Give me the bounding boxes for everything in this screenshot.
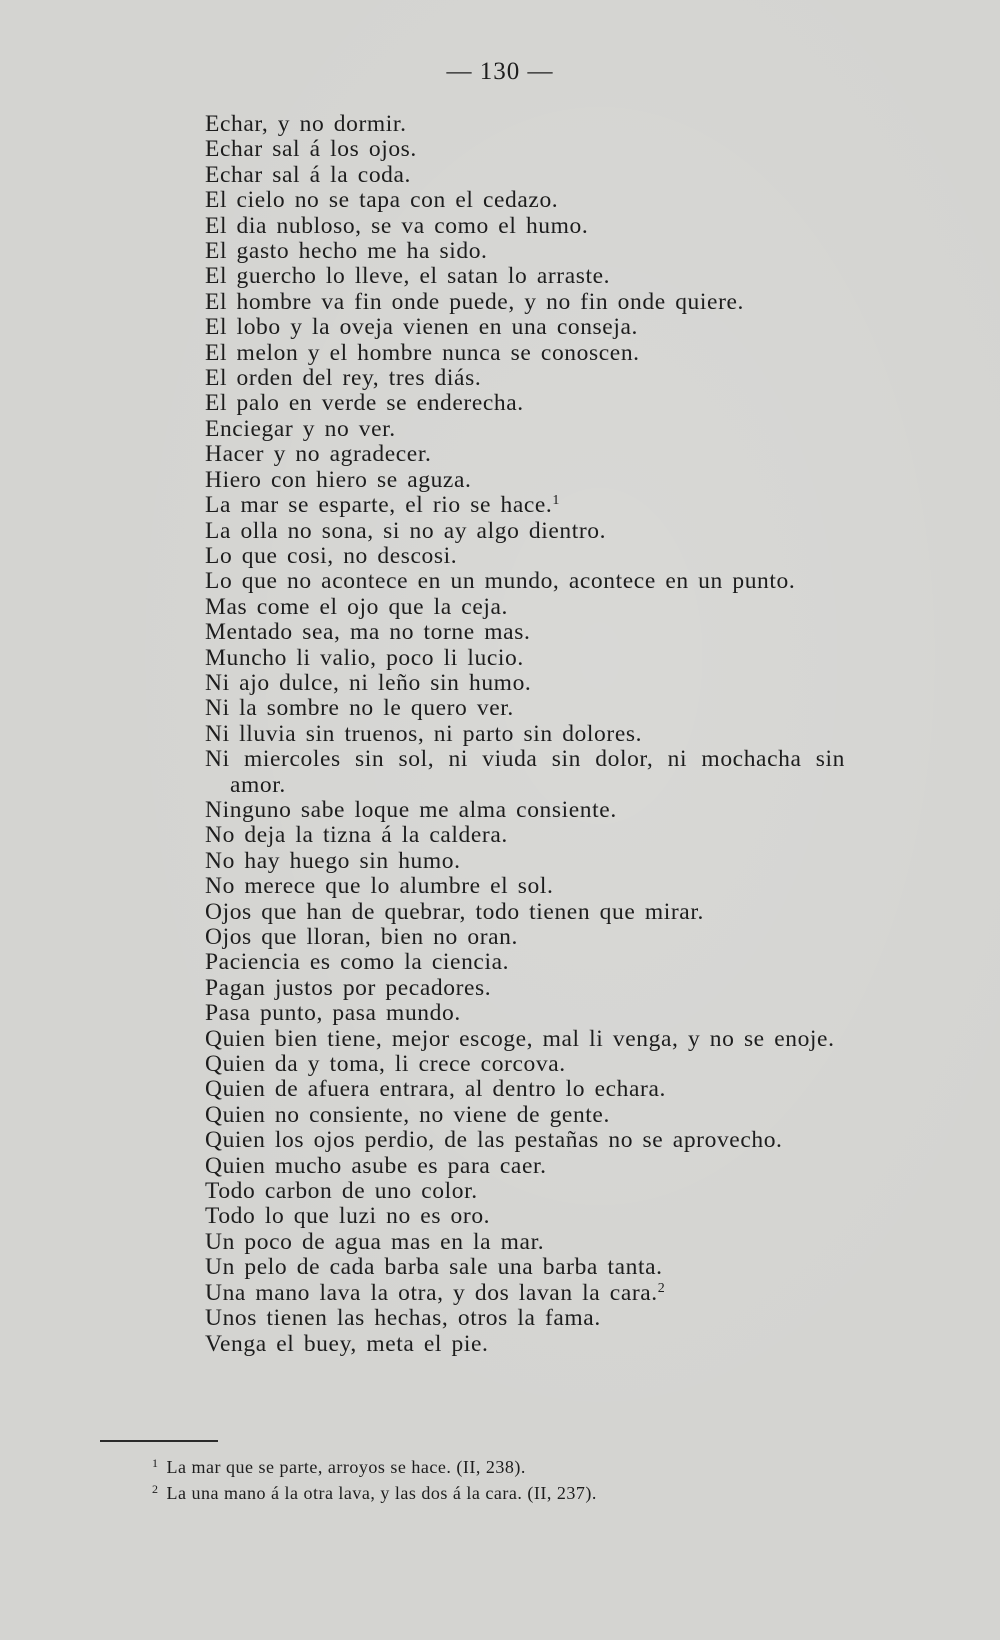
proverb-text: El gasto hecho me ha sido. bbox=[205, 238, 488, 265]
proverb-line bbox=[205, 468, 845, 493]
proverb-line bbox=[205, 366, 845, 391]
proverb-line bbox=[205, 1255, 845, 1280]
proverb-line bbox=[205, 849, 845, 874]
footnote-marker[interactable]: 2 bbox=[657, 1280, 666, 1296]
proverb-line bbox=[205, 188, 845, 213]
proverb-line bbox=[205, 1001, 845, 1026]
proverb-line bbox=[205, 747, 845, 798]
proverb-text: El hombre va fin onde puede, y no fin onde quiere. bbox=[205, 288, 744, 315]
page-number: — 130 — bbox=[446, 58, 554, 85]
proverb-text: El orden del rey, tres diás. bbox=[205, 365, 482, 392]
proverb-line bbox=[205, 874, 845, 899]
proverb-line bbox=[205, 1230, 845, 1255]
proverb-text: Quien da y toma, li crece corcova. bbox=[205, 1051, 566, 1078]
proverb-text: Ni lluvia sin truenos, ni parto sin dolores. bbox=[205, 720, 643, 747]
proverb-text: La mar se esparte, el rio se hace. bbox=[205, 492, 553, 519]
footnote-text: La una mano á la otra lava, y las dos á la cara. (II, 237). bbox=[166, 1483, 597, 1503]
proverb-text: Pasa punto, pasa mundo. bbox=[205, 1000, 461, 1027]
proverb-line bbox=[205, 163, 845, 188]
proverb-text: Ni ajo dulce, ni leño sin humo. bbox=[205, 669, 532, 696]
proverb-text: Hacer y no agradecer. bbox=[205, 441, 432, 468]
proverb-line bbox=[205, 1103, 845, 1128]
proverb-text: Un pelo de cada barba sale una barba tanta. bbox=[205, 1254, 663, 1281]
proverb-line bbox=[205, 925, 845, 950]
proverb-line bbox=[205, 976, 845, 1001]
proverb-line bbox=[205, 900, 845, 925]
proverb-line bbox=[205, 696, 845, 721]
proverb-line bbox=[205, 290, 845, 315]
proverb-text: Ojos que han de quebrar, todo tienen que mirar. bbox=[205, 898, 704, 925]
proverb-line bbox=[205, 1052, 845, 1077]
proverb-line bbox=[205, 442, 845, 467]
proverb-line bbox=[205, 214, 845, 239]
proverb-line bbox=[205, 1154, 845, 1179]
proverb-text: Ni la sombre no le quero ver. bbox=[205, 695, 514, 722]
proverb-text: Un poco de agua mas en la mar. bbox=[205, 1228, 545, 1255]
proverb-text: Quien bien tiene, mejor escoge, mal li venga, y no se enoje. bbox=[205, 1025, 835, 1052]
proverb-text: Ojos que lloran, bien no oran. bbox=[205, 924, 518, 950]
proverb-line bbox=[205, 823, 845, 848]
proverb-text: Venga el buey, meta el pie. bbox=[205, 1330, 489, 1357]
footnote bbox=[152, 1478, 852, 1504]
proverb-text: Quien mucho asube es para caer. bbox=[205, 1152, 547, 1179]
proverb-line bbox=[205, 137, 845, 162]
proverb-text: El lobo y la oveja vienen en una conseja. bbox=[205, 314, 638, 341]
proverb-line bbox=[205, 493, 845, 518]
proverb-line bbox=[205, 341, 845, 366]
proverb-line bbox=[205, 1332, 845, 1357]
proverb-line bbox=[205, 569, 845, 594]
footnote-number: 1 bbox=[152, 1456, 159, 1470]
footnote-number: 2 bbox=[152, 1482, 159, 1496]
proverb-text: El palo en verde se enderecha. bbox=[205, 390, 524, 417]
proverb-line bbox=[205, 1204, 845, 1229]
proverb-text: Todo lo que luzi no es oro. bbox=[205, 1203, 491, 1230]
proverb-line bbox=[205, 798, 845, 823]
proverb-line bbox=[205, 1027, 845, 1052]
proverb-text: No merece que lo alumbre el sol. bbox=[205, 873, 554, 900]
proverb-text: Quien de afuera entrara, al dentro lo echara. bbox=[205, 1076, 666, 1103]
proverb-text: Ninguno sabe loque me alma consiente. bbox=[205, 796, 617, 823]
proverb-line bbox=[205, 646, 845, 671]
proverb-text: Mentado sea, ma no torne mas. bbox=[205, 619, 531, 646]
footnote-list bbox=[152, 1452, 852, 1504]
proverb-text: Echar, y no dormir. bbox=[205, 111, 407, 137]
proverb-text: Paciencia es como la ciencia. bbox=[205, 949, 510, 976]
proverb-line bbox=[205, 595, 845, 620]
footnote-text: La mar que se parte, arroyos se hace. (II, 238). bbox=[166, 1457, 526, 1477]
proverb-line bbox=[205, 1179, 845, 1204]
proverb-text: Hiero con hiero se aguza. bbox=[205, 466, 472, 493]
proverb-line bbox=[205, 950, 845, 975]
proverb-line bbox=[205, 417, 845, 442]
proverb-text: La olla no sona, si no ay algo dientro. bbox=[205, 517, 607, 544]
proverb-text: El melon y el hombre nunca se conoscen. bbox=[205, 339, 640, 366]
proverb-line bbox=[205, 544, 845, 569]
proverb-text: El cielo no se tapa con el cedazo. bbox=[205, 187, 559, 214]
proverb-line bbox=[205, 519, 845, 544]
proverb-text: Quien no consiente, no viene de gente. bbox=[205, 1101, 610, 1128]
proverb-line bbox=[205, 1128, 845, 1153]
proverb-text: Ni miercoles sin sol, ni viuda sin dolor, ni mochacha sin amor. bbox=[205, 746, 845, 798]
proverb-line bbox=[205, 112, 845, 137]
proverb-text: Quien los ojos perdio, de las pestañas no se aprovecho. bbox=[205, 1127, 783, 1154]
proverb-text: El dia nubloso, se va como el humo. bbox=[205, 212, 589, 239]
proverb-text: Mas come el ojo que la ceja. bbox=[205, 593, 508, 620]
proverb-text: Una mano lava la otra, y dos lavan la cara. bbox=[205, 1279, 658, 1306]
proverb-text: No hay huego sin humo. bbox=[205, 847, 461, 874]
proverb-text: Muncho li valio, poco li lucio. bbox=[205, 644, 524, 671]
proverb-text: Echar sal á los ojos. bbox=[205, 136, 417, 163]
proverb-text: Unos tienen las hechas, otros la fama. bbox=[205, 1305, 601, 1332]
proverb-line bbox=[205, 620, 845, 645]
proverb-line bbox=[205, 315, 845, 340]
proverb-line bbox=[205, 671, 845, 696]
proverb-line bbox=[205, 264, 845, 289]
proverb-line bbox=[205, 1306, 845, 1331]
proverb-text: No deja la tizna á la caldera. bbox=[205, 822, 508, 849]
proverb-text: Lo que cosi, no descosi. bbox=[205, 542, 458, 569]
proverb-text: Echar sal á la coda. bbox=[205, 161, 412, 188]
proverb-line bbox=[205, 722, 845, 747]
proverb-text: Lo que no acontece en un mundo, acontece en un punto. bbox=[205, 568, 796, 595]
proverb-line bbox=[205, 239, 845, 264]
proverb-text: Todo carbon de uno color. bbox=[205, 1178, 478, 1205]
proverb-line bbox=[205, 1281, 845, 1306]
footnote bbox=[152, 1452, 852, 1478]
proverb-text: Enciegar y no ver. bbox=[205, 415, 396, 442]
proverb-line bbox=[205, 1077, 845, 1102]
proverb-line bbox=[205, 391, 845, 416]
footnote-separator bbox=[100, 1440, 218, 1442]
footnote-marker[interactable]: 1 bbox=[552, 493, 561, 509]
proverb-list bbox=[205, 112, 845, 1357]
proverb-text: El guercho lo lleve, el satan lo arraste. bbox=[205, 263, 611, 290]
proverb-text: Pagan justos por pecadores. bbox=[205, 974, 492, 1001]
